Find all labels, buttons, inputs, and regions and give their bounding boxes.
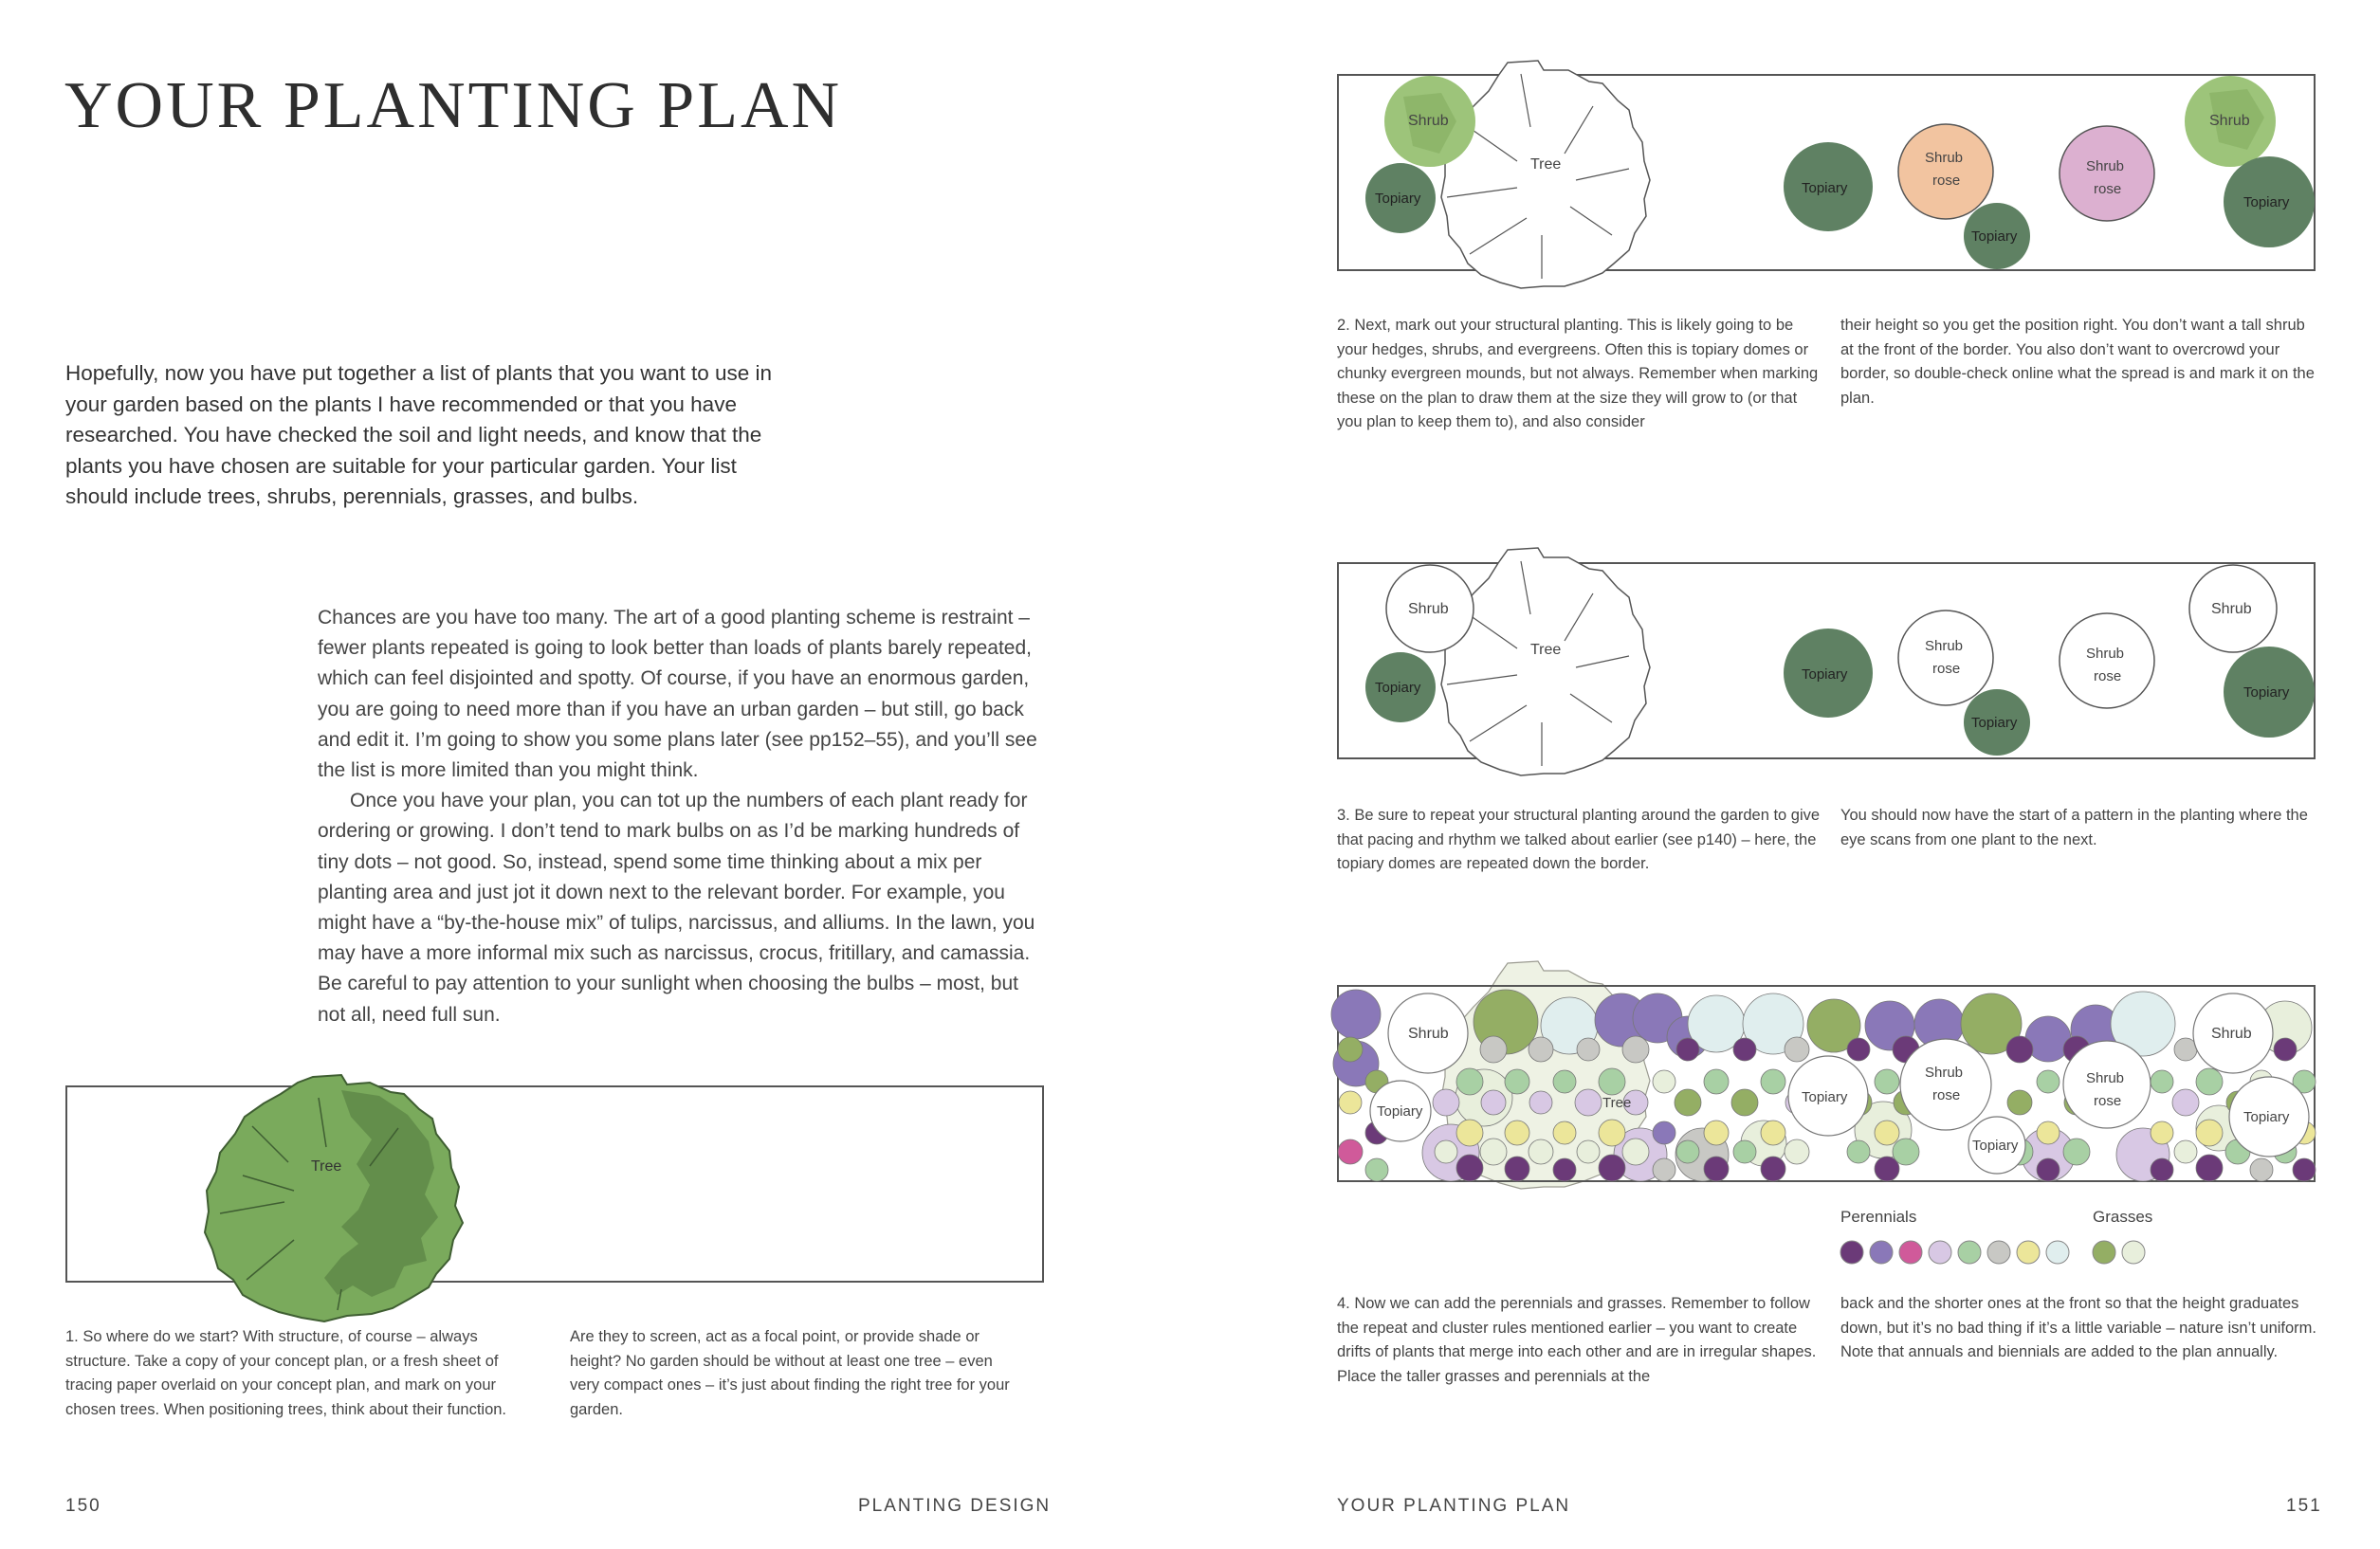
plant-circle <box>1505 1157 1529 1181</box>
tree-label: Tree <box>1530 156 1562 173</box>
plant-key <box>1835 1237 2157 1271</box>
plant-circle <box>2174 1140 2197 1163</box>
shrub-label: Shrub <box>2211 601 2252 617</box>
shrub-rose-1 <box>1898 610 1993 705</box>
plant-circle <box>1481 1090 1506 1115</box>
plan-diagram-4 <box>1327 957 2333 1223</box>
topiary-label: Topiary <box>2243 194 2290 210</box>
plant-circle <box>1553 1070 1576 1093</box>
shrub-label: Shrub <box>2209 113 2250 129</box>
plant-circle <box>1653 1070 1675 1093</box>
plant-circle <box>1505 1069 1529 1094</box>
plant-circle <box>1733 1140 1756 1163</box>
tree-label: Tree <box>1602 1095 1632 1111</box>
plant-circle <box>2037 1158 2060 1181</box>
plant-circle <box>1456 1068 1483 1095</box>
running-head-right: YOUR PLANTING PLAN <box>1337 1496 1571 1516</box>
grass-swatch <box>2093 1241 2115 1264</box>
plant-circle <box>2006 1036 2033 1063</box>
shrub-rose-label: rose <box>1932 173 1961 189</box>
shrub-label: Shrub <box>2211 1026 2252 1042</box>
plan-diagram-2 <box>1327 55 2333 292</box>
plant-circle <box>2151 1070 2173 1093</box>
caption-1b: Are they to screen, act as a focal point, or provide shade or height? No garden should be without at least one tree – even very compact ones – it’s just about finding the right tree for your garden. <box>570 1328 1010 1418</box>
perennial-swatch <box>1929 1241 1951 1264</box>
grass-swatch <box>2122 1241 2145 1264</box>
shrub-rose-label: Shrub <box>1925 1065 1964 1081</box>
topiary-label: Topiary <box>1375 191 1421 207</box>
plant-circle <box>1435 1140 1457 1163</box>
tree-label: Tree <box>311 1158 342 1175</box>
plant-circle <box>1529 1091 1552 1114</box>
plant-circle <box>1847 1038 1870 1061</box>
caption-3b: You should now have the start of a pattern in the planting where the eye scans from one plant to the next. <box>1840 807 2308 848</box>
plant-circle <box>1875 1157 1899 1181</box>
plant-circle <box>1875 1069 1899 1094</box>
perennial-swatch <box>1958 1241 1981 1264</box>
plant-circle <box>2037 1121 2060 1144</box>
shrub-rose-label: rose <box>2094 1093 2122 1109</box>
shrub-rose-1 <box>1898 124 1993 219</box>
topiary-label: Topiary <box>1375 680 1421 696</box>
caption-2a: 2. Next, mark out your structural planting. This is likely going to be your hedges, shrubs, and evergreens. Often this is topiary domes or chunky evergreen mounds, but not always. Remember when marking these on the plan to draw them at the size they will grow to (or that you plan to keep them to), and also consider <box>1337 317 1819 431</box>
plant-circle <box>2293 1158 2316 1181</box>
topiary-label: Topiary <box>1802 1089 1848 1105</box>
topiary-label: Topiary <box>1377 1103 1423 1120</box>
plant-circle <box>1339 1091 1362 1114</box>
plant-circle <box>1480 1036 1507 1063</box>
topiary-label: Topiary <box>1972 1138 2019 1154</box>
tree-canopy <box>205 1075 463 1321</box>
shrub-rose-label: Shrub <box>2086 646 2125 662</box>
plant-circle <box>1529 1139 1553 1164</box>
plant-circle <box>1577 1140 1600 1163</box>
page-title: YOUR PLANTING PLAN <box>64 69 843 142</box>
plant-circle <box>2196 1155 2223 1181</box>
perennial-swatch <box>2046 1241 2069 1264</box>
perennial-swatch <box>1870 1241 1893 1264</box>
shrub-rose-label: rose <box>1932 1087 1961 1103</box>
page-number-right: 151 <box>2286 1496 2322 1516</box>
shrub-label: Shrub <box>1408 601 1449 617</box>
plant-circle <box>1653 1121 1675 1144</box>
shrub-label: Shrub <box>1408 113 1449 129</box>
topiary-label: Topiary <box>1802 180 1848 196</box>
plant-circle <box>2274 1038 2297 1061</box>
plant-circle <box>1577 1038 1600 1061</box>
topiary-label: Topiary <box>1971 715 2018 731</box>
plant-circle <box>1599 1120 1625 1146</box>
plant-circle <box>1653 1158 1675 1181</box>
plant-circle <box>2151 1121 2173 1144</box>
shrub-rose-label: rose <box>2094 181 2122 197</box>
shrub-rose-label: Shrub <box>1925 638 1964 654</box>
plant-circle <box>1675 1089 1701 1116</box>
plant-circle <box>1599 1155 1625 1181</box>
topiary-label: Topiary <box>2243 1109 2290 1125</box>
plant-circle <box>2151 1158 2173 1181</box>
body-paragraph-1: Chances are you have too many. The art of a good planting scheme is restraint – fewer plants repeated is going to look better than loads of plants barely repeated, which can feel disjointed and spotty. Of course, if you have an enormous garden, you are going to need more than if you have an urban garden – but still, go back and edit it. I’m going to show you some plans later (see pp152–55), and you’ll see the list is more limited than you might think. <box>318 607 1037 782</box>
perennials-key-label: Perennials <box>1840 1208 1917 1226</box>
plant-circle <box>1761 1157 1785 1181</box>
plan-diagram-1 <box>57 1071 1062 1318</box>
plan-diagram-3 <box>1327 540 2333 787</box>
perennial-swatch <box>2017 1241 2040 1264</box>
plant-circle <box>1704 1069 1729 1094</box>
body-text <box>318 603 1048 1030</box>
plant-circle <box>1847 1140 1870 1163</box>
plant-circle <box>1622 1139 1649 1165</box>
plant-circle <box>1761 1121 1785 1145</box>
plant-circle <box>1456 1120 1483 1146</box>
plant-circle <box>1338 1139 1363 1164</box>
caption-1a: 1. So where do we start? With structure, of course – always structure. Take a copy of your concept plan, or a fresh sheet of tracing paper overlaid on your concept plan, and mark on your chosen trees. When positioning trees, think about their function. <box>65 1328 507 1418</box>
plant-circle <box>2007 1090 2032 1115</box>
plant-circle <box>1785 1037 1809 1062</box>
plant-circle <box>1599 1068 1625 1095</box>
plant-circle <box>2196 1068 2223 1095</box>
intro-paragraph: Hopefully, now you have put together a list of plants that you want to use in your garden based on the plants I have recommended or that you have researched. You have checked the soil and light needs, and know that the plants you have chosen are suitable for your particular garden. Your list should include trees, shrubs, perennials, grasses, and bulbs. <box>65 361 773 508</box>
shrub-label: Shrub <box>1408 1026 1449 1042</box>
plant-circle <box>1785 1139 1809 1164</box>
plant-circle <box>1456 1155 1483 1181</box>
plant-circle <box>2037 1070 2060 1093</box>
plant-circle <box>2172 1089 2199 1116</box>
plant-circle <box>2025 1016 2071 1062</box>
plant-circle <box>2250 1158 2273 1181</box>
plant-circle <box>1676 1140 1699 1163</box>
plant-circle <box>1529 1037 1553 1062</box>
shrub-rose-label: Shrub <box>2086 158 2125 174</box>
caption-4a: 4. Now we can add the perennials and grasses. Remember to follow the repeat and cluster rules mentioned earlier – you want to create drifts of plants that merge into each other and are in irregular shapes. Place the taller grasses and perennials at the <box>1337 1295 1817 1385</box>
perennial-swatch <box>1899 1241 1922 1264</box>
plant-circle <box>1505 1121 1529 1145</box>
caption-2b: their height so you get the position right. You don’t want a tall shrub at the front of the border. You also don’t want to overcrowd your border, so double-check online what the spread is and mark it on the plan. <box>1840 317 2315 407</box>
shrub-rose-label: rose <box>1932 661 1961 677</box>
plant-circle <box>1704 1157 1729 1181</box>
shrub-rose-1 <box>1900 1039 1991 1130</box>
plant-circle <box>1704 1121 1729 1145</box>
plant-circle <box>1553 1158 1576 1181</box>
plant-circle <box>2196 1120 2223 1146</box>
plant-circle <box>1433 1089 1459 1116</box>
caption-3a: 3. Be sure to repeat your structural planting around the garden to give that pacing and rhythm we talked about earlier (see p140) – here, the topiary domes are repeated down the border. <box>1337 807 1821 873</box>
perennial-swatch <box>1840 1241 1863 1264</box>
topiary-label: Topiary <box>2243 684 2290 701</box>
plant-circle <box>1338 1037 1363 1062</box>
plant-circle <box>1733 1038 1756 1061</box>
plant-circle <box>1331 990 1381 1039</box>
topiary-label: Topiary <box>1802 666 1848 683</box>
perennial-swatch <box>1987 1241 2010 1264</box>
plant-circle <box>1731 1089 1758 1116</box>
shrub-rose-label: rose <box>2094 668 2122 684</box>
page-number-left: 150 <box>65 1496 101 1516</box>
plant-circle <box>1676 1038 1699 1061</box>
plant-circle <box>2063 1139 2090 1165</box>
shrub-rose-label: Shrub <box>2086 1070 2125 1086</box>
tree-label: Tree <box>1530 642 1562 658</box>
plant-circle <box>1875 1121 1899 1145</box>
caption-4b: back and the shorter ones at the front so that the height graduates down, but it’s no bad thing if it’s a little variable – nature isn’t uniform. Note that annuals and biennials are added to the plan annually. <box>1840 1295 2317 1361</box>
plant-circle <box>1553 1121 1576 1144</box>
running-head-left: PLANTING DESIGN <box>858 1496 1052 1516</box>
shrub-rose-label: Shrub <box>1925 150 1964 166</box>
grasses-key-label: Grasses <box>2093 1208 2153 1226</box>
topiary-label: Topiary <box>1971 228 2018 245</box>
plant-circle <box>1575 1089 1602 1116</box>
body-paragraph-2: Once you have your plan, you can tot up the numbers of each plant ready for ordering or growing. I don’t tend to mark bulbs on as I’d be marking hundreds of tiny dots – not good. So, instead, spend some time thinking about a mix per planting area and just jot it down next to the relevant border. For example, you might have a “by-the-house mix” of tulips, narcissus, and alliums. In the lawn, you may have a more informal mix such as narcissus, crocus, fritillary, and camassia. Be careful to pay attention to your sunlight when choosing the bulbs – most, but not all, need full sun. <box>318 790 1035 1026</box>
plant-circle <box>1622 1036 1649 1063</box>
plant-circle <box>1365 1158 1388 1181</box>
tree-outline <box>1441 548 1650 775</box>
tree-outline <box>1441 61 1650 288</box>
plant-circle <box>1480 1139 1507 1165</box>
plant-circle <box>1761 1069 1785 1094</box>
